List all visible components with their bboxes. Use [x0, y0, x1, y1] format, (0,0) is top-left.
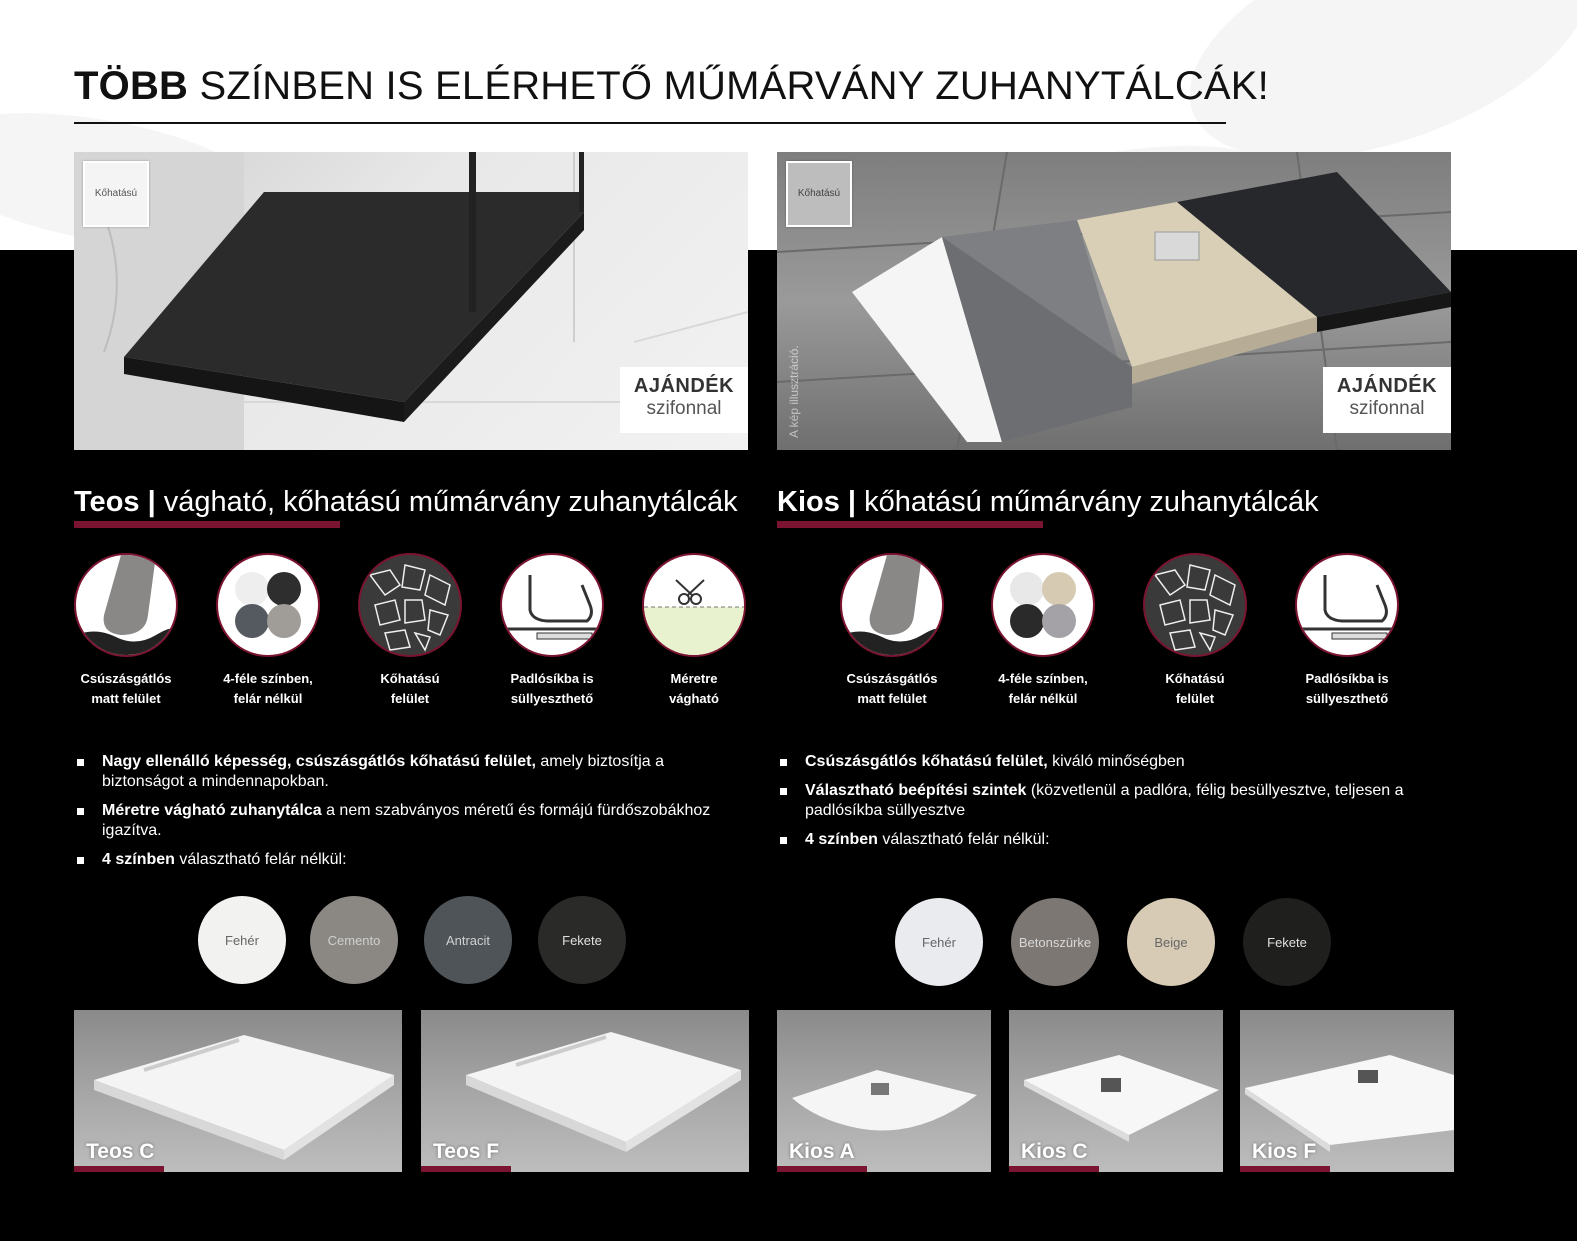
product-card-kios-c: [1009, 1010, 1223, 1172]
floor-level-icon: [1295, 553, 1399, 657]
foot-icon: [74, 553, 178, 657]
teos-section-title: [74, 486, 738, 519]
feature-label-line2: felület: [1175, 691, 1215, 706]
scissors-icon: [642, 553, 746, 657]
color-swatch-teos-feher: Fehér: [198, 896, 286, 984]
teos-feature-floor-level: [482, 553, 622, 709]
page-title-rest: SZÍNBEN IS ELÉRHETŐ MŰMÁRVÁNY ZUHANYTÁLCÁK!: [188, 64, 1269, 108]
foot-icon: [840, 553, 944, 657]
product-card-teos-c: [74, 1010, 402, 1172]
kios-feature-antislip: [822, 553, 962, 709]
kios-bullet-list: [777, 752, 1437, 859]
teos-feature-stone: [340, 553, 480, 709]
stone-texture-icon: [358, 553, 462, 657]
product-name: Kios A: [789, 1140, 855, 1163]
teos-title-rest: vágható, kőhatású műmárvány zuhanytálcák: [155, 486, 738, 518]
gift-badge: [1323, 367, 1451, 433]
teos-title-underline: [74, 521, 340, 528]
feature-label-line2: matt felület: [91, 691, 161, 706]
kios-section-title: [777, 486, 1319, 519]
gift-badge-title: AJÁNDÉK: [1336, 375, 1438, 397]
list-item: Csúszásgátlós kőhatású felület, kiváló minőségben: [777, 752, 1437, 772]
floor-level-icon: [500, 553, 604, 657]
stone-effect-badge: Kőhatású: [83, 161, 149, 227]
gift-badge-title: AJÁNDÉK: [633, 375, 735, 397]
kios-feature-stone: [1125, 553, 1265, 709]
list-item: 4 színben választható felár nélkül:: [777, 830, 1437, 850]
feature-label-line1: Csúszásgátlós: [80, 671, 172, 686]
feature-label-line2: süllyeszthető: [510, 691, 594, 706]
gift-badge-subtitle: szifonnal: [1349, 398, 1425, 419]
feature-label-line1: Csúszásgátlós: [846, 671, 938, 686]
kios-title-underline: [777, 521, 1043, 528]
feature-label-line2: süllyeszthető: [1305, 691, 1389, 706]
feature-label-line1: Méretre: [670, 671, 718, 686]
color-swatch-teos-fekete: Fekete: [538, 896, 626, 984]
list-item: Méretre vágható zuhanytálca a nem szabványos méretű és formájú fürdőszobákhoz igazítva.: [74, 801, 734, 841]
kios-feature-floor-level: [1277, 553, 1417, 709]
product-name: Teos C: [86, 1140, 155, 1163]
color-dots-icon: [991, 553, 1095, 657]
product-name: Teos F: [433, 1140, 500, 1163]
stone-effect-badge: Kőhatású: [786, 161, 852, 227]
product-name: Kios F: [1252, 1140, 1317, 1163]
kios-feature-colors: [973, 553, 1113, 709]
product-name: Kios C: [1021, 1140, 1088, 1163]
color-swatch-kios-feher: Fehér: [895, 898, 983, 986]
feature-label-line1: 4-féle színben,: [223, 671, 313, 686]
kios-title-rest: kőhatású műmárvány zuhanytálcák: [856, 486, 1319, 518]
product-name-underline: [74, 1166, 164, 1172]
title-underline: [74, 122, 1226, 124]
teos-title-bold: Teos |: [74, 486, 156, 518]
list-item: 4 színben választható felár nélkül:: [74, 850, 734, 870]
feature-label-line1: 4-féle színben,: [998, 671, 1088, 686]
kios-title-bold: Kios |: [777, 486, 857, 518]
color-swatch-kios-betonszurke: Betonszürke: [1011, 898, 1099, 986]
product-name-underline: [421, 1166, 511, 1172]
list-item: Választható beépítési szintek (közvetlenül a padlóra, félig besüllyesztve, teljesen a padlósíkba süllyesztve: [777, 781, 1437, 821]
teos-bullet-list: [74, 752, 734, 879]
product-card-kios-f: [1240, 1010, 1454, 1172]
illustration-note: A kép illusztráció.: [787, 345, 801, 438]
feature-label-line2: felár nélkül: [1008, 691, 1078, 706]
product-card-teos-f: [421, 1010, 749, 1172]
stone-texture-icon: [1143, 553, 1247, 657]
feature-label-line2: felár nélkül: [233, 691, 303, 706]
feature-label-line2: felület: [390, 691, 430, 706]
teos-feature-colors: [198, 553, 338, 709]
gift-badge-subtitle: szifonnal: [646, 398, 722, 419]
product-card-kios-a: [777, 1010, 991, 1172]
feature-label-line2: vágható: [669, 691, 719, 706]
product-name-underline: [777, 1166, 867, 1172]
feature-label-line1: Padlósíkba is: [510, 671, 594, 686]
color-swatch-teos-cemento: Cemento: [310, 896, 398, 984]
color-swatch-teos-antracit: Antracit: [424, 896, 512, 984]
feature-label-line1: Kőhatású: [1165, 671, 1225, 686]
teos-feature-antislip: [56, 553, 196, 709]
feature-label-line1: Padlósíkba is: [1305, 671, 1389, 686]
page-title-bold: TÖBB: [74, 64, 189, 108]
color-swatch-kios-beige: Beige: [1127, 898, 1215, 986]
feature-label-line1: Kőhatású: [380, 671, 440, 686]
product-name-underline: [1009, 1166, 1099, 1172]
list-item: Nagy ellenálló képesség, csúszásgátlós kőhatású felület, amely biztosítja a biztonságot a mindennapokban.: [74, 752, 734, 792]
feature-label-line2: matt felület: [857, 691, 927, 706]
gift-badge: [620, 367, 748, 433]
hero-image-teos: [74, 152, 748, 450]
page-title: [74, 64, 1269, 109]
hero-image-kios: [777, 152, 1451, 450]
color-dots-icon: [216, 553, 320, 657]
color-swatch-kios-fekete: Fekete: [1243, 898, 1331, 986]
teos-feature-cut-to-size: [624, 553, 764, 709]
product-name-underline: [1240, 1166, 1330, 1172]
